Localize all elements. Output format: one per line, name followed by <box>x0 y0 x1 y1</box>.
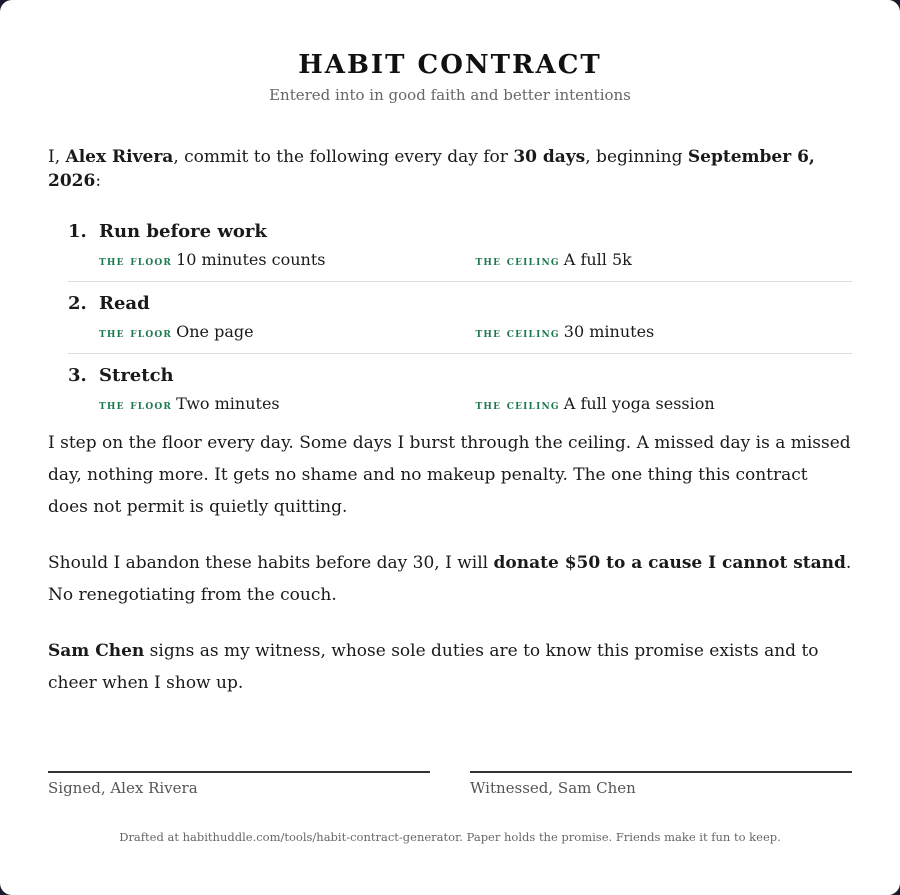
floor-value: Two minutes <box>176 394 280 413</box>
ceiling-label: the ceiling <box>475 397 560 412</box>
ceiling-label: the ceiling <box>475 325 560 340</box>
habit-name: Stretch <box>99 365 174 386</box>
habit-number: 2. <box>68 293 87 314</box>
habit-name: Run before work <box>99 221 267 242</box>
stake-suffix: . No renegotiating from the couch. <box>48 553 852 605</box>
ceiling-label: the ceiling <box>475 253 560 268</box>
habit-floor <box>99 322 476 343</box>
floor-value: One page <box>176 322 254 341</box>
witness-signature-label: Witnessed, Sam Chen <box>470 779 636 797</box>
habit-ceiling <box>476 394 853 415</box>
habit-name: Read <box>99 293 150 314</box>
signer-signature-line <box>48 771 430 773</box>
witness-text: signs as my witness, whose sole duties are to know this promise exists and to cheer when I show up. <box>48 641 819 693</box>
intro-suffix: : <box>95 171 102 191</box>
habit-item <box>68 354 852 419</box>
habit-ceiling <box>476 322 853 343</box>
ceiling-value: A full yoga session <box>563 394 715 413</box>
signature-block <box>48 771 852 797</box>
commitment-statement <box>48 145 852 193</box>
habit-floor <box>99 394 476 415</box>
habit-details <box>99 322 852 343</box>
ceiling-value: A full 5k <box>563 250 632 269</box>
committer-name: Alex Rivera <box>65 147 174 167</box>
ceiling-value: 30 minutes <box>563 322 655 341</box>
intro-mid1: , commit to the following every day for <box>173 147 514 167</box>
habit-details <box>99 250 852 271</box>
habit-item <box>68 282 852 354</box>
habit-list <box>68 210 852 419</box>
habit-number: 3. <box>68 365 87 386</box>
habit-ceiling <box>476 250 853 271</box>
habit-item <box>68 210 852 282</box>
stake-paragraph <box>48 547 852 611</box>
floor-label: the floor <box>99 325 173 340</box>
footer-note: Drafted at habithuddle.com/tools/habit-contract-generator. Paper holds the promise. Friends make it fun to keep. <box>119 830 781 844</box>
floor-value: 10 minutes counts <box>176 250 326 269</box>
witness-signature <box>470 771 852 797</box>
floor-label: the floor <box>99 253 173 268</box>
contract-terms-paragraph: I step on the floor every day. Some days I burst through the ceiling. A missed day is a missed day, nothing more. It gets no shame and no makeup penalty. The one thing this contract does not permit is quietly quitting. <box>48 433 851 517</box>
habit-floor <box>99 250 476 271</box>
intro-prefix: I, <box>48 147 66 167</box>
signer-signature-label: Signed, Alex Rivera <box>48 779 198 797</box>
habit-details <box>99 394 852 415</box>
signer-signature <box>48 771 430 797</box>
stake-penalty: donate $50 to a cause I cannot stand <box>493 553 846 573</box>
contract-title: HABIT CONTRACT <box>298 50 602 80</box>
witness-signature-line <box>470 771 852 773</box>
stake-prefix: Should I abandon these habits before day 30, I will <box>48 553 494 573</box>
floor-label: the floor <box>99 397 173 412</box>
witness-name: Sam Chen <box>48 641 145 661</box>
witness-paragraph <box>48 635 852 699</box>
start-date: September 6, 2026 <box>48 147 815 191</box>
commitment-duration: 30 days <box>513 147 586 167</box>
contract-subtitle: Entered into in good faith and better intentions <box>269 86 631 104</box>
intro-mid2: , beginning <box>585 147 688 167</box>
habit-number: 1. <box>68 221 87 242</box>
